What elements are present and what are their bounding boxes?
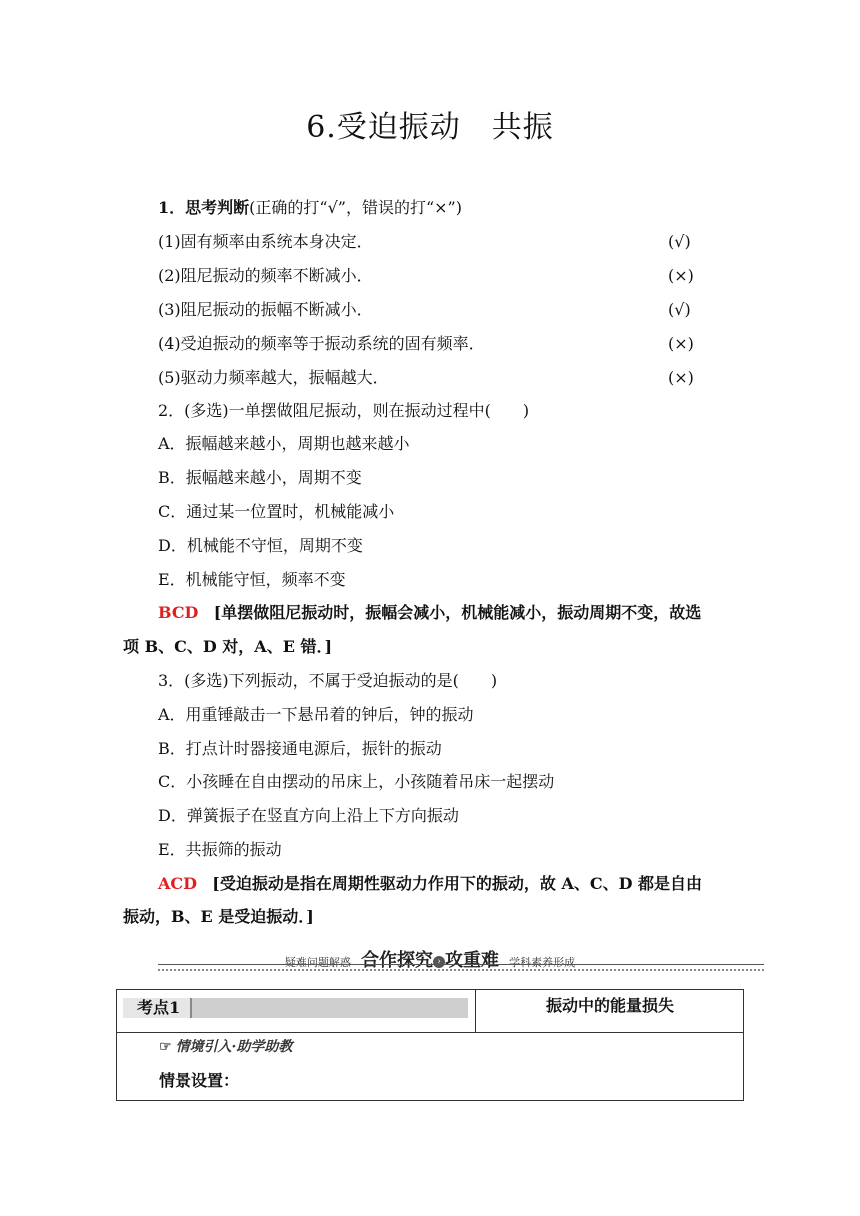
banner-divider (158, 964, 764, 971)
kaodian-header (117, 990, 743, 1033)
q2-option-c: C．通过某一位置时，机械能减小 (158, 502, 395, 521)
q1-heading-rest: (正确的打“√”，错误的打“×”) (249, 198, 462, 217)
q1-mark-5: (×) (668, 368, 694, 387)
q3-stem: 3．(多选)下列振动，不属于受迫振动的是( ) (158, 671, 498, 690)
scene-heading-text: 情境引入·助学助教 (175, 1039, 293, 1055)
q3-answer: ACD (158, 874, 198, 893)
q1-item-3: (3)阻尼振动的振幅不断减小． (158, 300, 373, 319)
q1-mark-3: (√) (668, 300, 691, 319)
q2-stem: 2．(多选)一单摆做阻尼振动，则在振动过程中( ) (158, 401, 530, 420)
q3-option-b: B．打点计时器接通电源后，振针的振动 (158, 739, 442, 758)
q1-heading (158, 198, 462, 218)
banner-left-text: 疑难问题解惑 (284, 956, 351, 969)
kaodian-tag: 考点1 (123, 998, 192, 1018)
banner-right-text: 学科素养形成 (509, 956, 576, 969)
q2-explanation-2: 项 B、C、D 对，A、E 错．] (123, 637, 333, 656)
kaodian-title: 振动中的能量损失 (545, 996, 674, 1015)
q1-item-2: (2)阻尼振动的频率不断减小． (158, 266, 373, 285)
q2-answer: BCD (158, 603, 199, 622)
q2-option-d: D．机械能不守恒，周期不变 (158, 536, 363, 555)
q1-item-1: (1)固有频率由系统本身决定． (158, 232, 373, 251)
q3-option-e: E．共振筛的振动 (158, 840, 282, 859)
q3-option-c: C．小孩睡在自由摆动的吊床上，小孩随着吊床一起摆动 (158, 772, 555, 791)
kaodian-box (116, 989, 744, 1101)
q3-option-a: A．用重锤敲击一下悬吊着的钟后，钟的振动 (158, 705, 474, 724)
hand-pointer-icon: ☞ (159, 1039, 172, 1055)
q2-option-b: B．振幅越来越小，周期不变 (158, 468, 362, 487)
scene-heading (159, 1036, 292, 1056)
q1-mark-4: (×) (668, 334, 694, 353)
q1-mark-1: (√) (668, 232, 691, 251)
q1-number: 1． (158, 198, 186, 217)
scene-label: 情景设置： (159, 1071, 240, 1090)
q3-option-d: D．弹簧振子在竖直方向上沿上下方向振动 (158, 806, 459, 825)
arrow-circle-icon: › (433, 956, 445, 968)
q1-mark-2: (×) (668, 266, 694, 285)
q3-explanation-2: 振动，B、E 是受迫振动．] (123, 907, 314, 926)
q3-explanation-1: [受迫振动是指在周期性驱动力作用下的振动，故 A、C、D 都是自由 (212, 874, 703, 893)
q2-answer-line (158, 603, 701, 623)
q2-option-a: A．振幅越来越小，周期也越来越小 (158, 434, 410, 453)
q3-answer-line (158, 874, 702, 894)
q1-item-4: (4)受迫振动的频率等于振动系统的固有频率． (158, 334, 485, 353)
q2-explanation-1: [单摆做阻尼振动时，振幅会减小，机械能减小，振动周期不变，故选 (213, 603, 702, 622)
q1-item-5: (5)驱动力频率越大，振幅越大． (158, 368, 389, 387)
banner-main-2: 攻重难 (445, 950, 499, 971)
kaodian-tag-bar (123, 998, 468, 1018)
q1-heading-bold: 思考判断 (185, 198, 250, 217)
page-title: 6.受迫振动 共振 (306, 110, 554, 145)
banner-main-1: 合作探究 (361, 950, 433, 971)
q2-option-e: E．机械能守恒，频率不变 (158, 570, 346, 589)
kaodian-divider (475, 990, 476, 1032)
